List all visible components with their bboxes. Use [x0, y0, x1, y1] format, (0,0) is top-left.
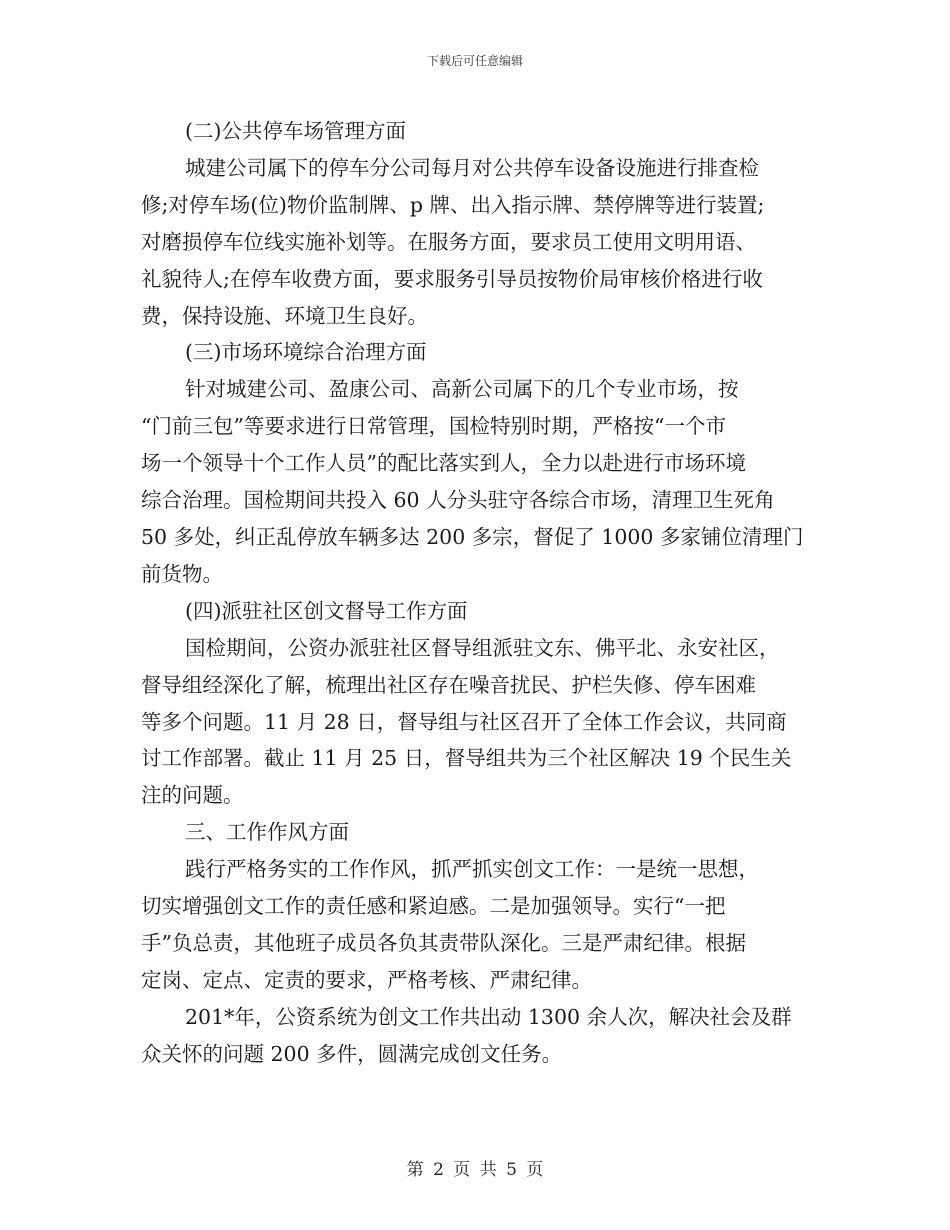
text-line: 城建公司属下的停车分公司每月对公共停车设备设施进行排查检 — [185, 155, 759, 180]
text-line: 注的问题。 — [141, 783, 244, 808]
text-line: (二)公共停车场管理方面 — [185, 119, 406, 143]
page-header: 下载后可任意编辑 — [426, 54, 523, 68]
text-line: 修;对停车场(位)物价监制牌、p 牌、出入指示牌、禁停牌等进行装置; — [141, 192, 765, 217]
text-line: 践行严格务实的工作作风，抓严抓实创文工作：一是统一思想， — [185, 857, 759, 882]
page-footer: 第 2 页 共 5 页 — [406, 1160, 544, 1180]
text-line: 场一个领导十个工作人员”的配比落实到人，全力以赴进行市场环境 — [141, 451, 746, 476]
text-line: “门前三包”等要求进行日常管理，国检特别时期，严格按“一个市 — [141, 414, 726, 439]
text-line: 讨工作部署。截止 11 月 25 日，督导组共为三个社区解决 19 个民生关 — [141, 746, 792, 771]
text-line: 前货物。 — [141, 561, 223, 586]
text-line: 三、工作作风方面 — [185, 820, 349, 845]
text-line: 手”负总责，其他班子成员各负其责带队深化。三是严肃纪律。根据 — [141, 930, 746, 955]
text-line: (三)市场环境综合治理方面 — [185, 340, 427, 365]
text-line: (四)派驻社区创文督导工作方面 — [185, 598, 468, 623]
text-line: 定岗、定点、定责的要求，严格考核、严肃纪律。 — [141, 967, 592, 992]
document-body — [141, 113, 821, 1073]
text-line: 50 多处，纠正乱停放车辆多达 200 多宗，督促了 1000 多家铺位清理门 — [141, 524, 804, 549]
text-line: 切实增强创文工作的责任感和紧迫感。二是加强领导。实行“一把 — [141, 894, 726, 919]
text-line: 众关怀的问题 200 多件，圆满完成创文任务。 — [141, 1041, 563, 1066]
text-line: 对磨损停车位线实施补划等。在服务方面，要求员工使用文明用语、 — [141, 229, 756, 254]
text-line: 针对城建公司、盈康公司、高新公司属下的几个专业市场，按 — [185, 377, 739, 402]
text-line: 综合治理。国检期间共投入 60 人分头驻守各综合市场，清理卫生死角 — [141, 488, 775, 513]
text-line: 费，保持设施、环境卫生良好。 — [141, 303, 428, 328]
text-line: 等多个问题。11 月 28 日，督导组与社区召开了全体工作会议，共同商 — [141, 709, 787, 734]
text-line: 礼貌待人;在停车收费方面，要求服务引导员按物价局审核价格进行收 — [141, 266, 763, 291]
text-line: 督导组经深化了解，梳理出社区存在噪音扰民、护栏失修、停车困难 — [141, 672, 756, 697]
text-line: 国检期间，公资办派驻社区督导组派驻文东、佛平北、永安社区， — [185, 635, 780, 660]
text-line: 201*年，公资系统为创文工作共出动 1300 余人次，解决社会及群 — [185, 1004, 792, 1029]
